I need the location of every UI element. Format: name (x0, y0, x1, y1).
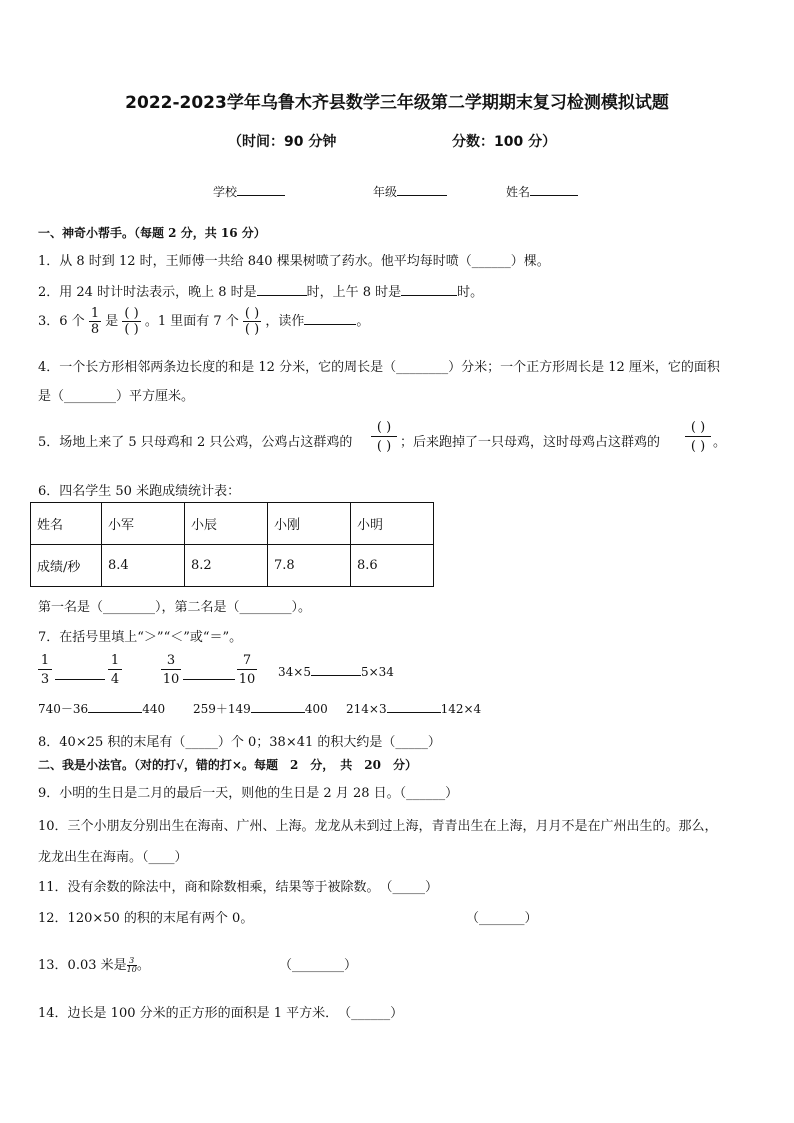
q13-text-b: 。 (136, 958, 150, 973)
name-blank[interactable] (530, 183, 578, 196)
name-label: 姓名 (506, 185, 531, 199)
question-10-line-2: 龙龙出生在海南。（____） (38, 850, 188, 865)
question-1: 1．从 8 时到 12 时，王师傅一共给 840 棵果树喷了药水。他平均每时喷（______）棵。 (38, 254, 550, 269)
q7-compare-1: 34×5 5×34 (278, 665, 394, 679)
question-3 (38, 306, 369, 337)
q12-answer-paren[interactable]: （_______） (466, 911, 538, 926)
question-12: 12．120×50 的积的末尾有两个 0。 (38, 911, 254, 926)
q5-answer-fraction-1[interactable]: ( ) ( ) (371, 419, 397, 456)
table-cell: 小军 (102, 503, 185, 545)
q3-text-d: ，读作 (265, 314, 305, 329)
q3-text-b: 是 (105, 314, 119, 329)
section2-heading: 二、我是小法官。（对的打√，错的打×。每题 2 分， 共 20 分） (38, 758, 417, 772)
grade-label: 年级 (373, 185, 398, 199)
q7-fraction-1: 1 3 (38, 652, 52, 689)
q7-compare-3: 259＋149 400 (193, 702, 328, 716)
score-table (30, 502, 434, 587)
section1-heading: 一、神奇小帮手。（每题 2 分，共 16 分） (38, 226, 266, 240)
table-cell: 小辰 (185, 503, 268, 545)
q2-text-c: 时。 (457, 285, 484, 300)
grade-blank[interactable] (397, 183, 447, 196)
q5-text-c: 。 (713, 435, 727, 450)
q3-text-c: 。1 里面有 7 个 (144, 314, 239, 329)
q2-text-a: 2．用 24 时计时法表示，晚上 8 时是 (38, 285, 257, 300)
time-info: （时间：90 分钟 (228, 134, 337, 150)
q7-compare-4: 214×3 142×4 (346, 702, 482, 716)
table-cell: 8.4 (102, 545, 185, 587)
q7-blank-5[interactable] (251, 700, 305, 713)
q3-text-a: 3．6 个 (38, 314, 85, 329)
q13-answer-paren[interactable]: （________） (279, 958, 358, 973)
q13-text-a: 13．0.03 米是 (38, 958, 127, 973)
question-7: 7．在括号里填上“＞”“＜”或“＝”。 (38, 630, 243, 645)
table-header-row (31, 503, 434, 545)
q2-blank-1[interactable] (257, 283, 307, 296)
school-blank[interactable] (237, 183, 285, 196)
question-13 (38, 954, 150, 974)
q3-answer-fraction-2[interactable]: $\frac{( )}{( )}$ (244, 306, 260, 337)
name-field (506, 183, 578, 200)
question-9: 9．小明的生日是二月的最后一天，则他的生日是 2 月 28 日。（______） (38, 786, 459, 801)
page-title: 2022-2023学年乌鲁木齐县数学三年级第二学期期末复习检测模拟试题 (125, 93, 669, 113)
table-cell: 8.6 (351, 545, 434, 587)
school-label: 学校 (213, 185, 238, 199)
q7-fraction-4: 7 10 (238, 653, 256, 687)
question-6: 6．四名学生 50 米跑成绩统计表： (38, 484, 241, 499)
q7-fraction-2: 1 4 (108, 652, 122, 689)
q5-text-a: 5．场地上来了 5 只母鸡和 2 只公鸡，公鸡占这群鸡的 (38, 435, 353, 450)
table-row (31, 545, 434, 587)
question-6-answer: 第一名是（________），第二名是（________）。 (38, 600, 312, 615)
q3-text-e: 。 (356, 314, 370, 329)
q3-answer-fraction-1[interactable]: $\frac{( )}{( )}$ (124, 306, 139, 337)
table-cell: 姓名 (31, 503, 102, 545)
question-5 (38, 431, 352, 450)
table-cell: 小明 (351, 503, 434, 545)
school-field (213, 183, 285, 200)
table-cell: 小刚 (268, 503, 351, 545)
q13-fraction: $\frac{3}{10}$ (126, 956, 137, 974)
q7-blank-2[interactable] (183, 667, 235, 680)
question-8: 8．40×25 积的末尾有（_____）个 0；38×41 的积大约是（_____） (38, 735, 441, 750)
q7-fraction-3: 3 10 (162, 653, 180, 687)
q7-blank-4[interactable] (88, 700, 142, 713)
table-cell: 7.8 (268, 545, 351, 587)
question-14: 14．边长是 100 分米的正方形的面积是 1 平方米． （______） (38, 1006, 404, 1021)
q2-blank-2[interactable] (401, 283, 457, 296)
q7-blank-6[interactable] (387, 700, 441, 713)
question-4-line-1: 4．一个长方形相邻两条边长度的和是 12 分米，它的周长是（________）分米；一个正方形周长是 12 厘米，它的面积 (38, 360, 720, 375)
question-11: 11．没有余数的除法中，商和除数相乘，结果等于被除数。 （_____） (38, 880, 439, 895)
table-cell: 8.2 (185, 545, 268, 587)
q3-fraction: $\frac{1}{8}$ (90, 306, 100, 337)
q7-compare-2: 740－36 440 (38, 702, 166, 716)
grade-field (373, 183, 447, 200)
table-cell: 成绩/秒 (31, 545, 102, 587)
question-10-line-1: 10．三个小朋友分别出生在海南、广州、上海。龙龙从未到过上海，青青出生在上海，月月不是在广州出生的。那么， (38, 819, 718, 834)
score-info: 分数：100 分） (452, 134, 557, 150)
q2-text-b: 时，上午 8 时是 (306, 285, 402, 300)
question-2 (38, 281, 483, 300)
question-4-line-2: 是（________）平方厘米。 (38, 389, 195, 404)
q5-answer-fraction-2[interactable]: ( ) ( ) (685, 419, 711, 456)
q7-blank-3[interactable] (311, 663, 361, 676)
q7-blank-1[interactable] (55, 667, 105, 680)
q3-blank[interactable] (304, 312, 356, 325)
q5-text-b: ；后来跑掉了一只母鸡，这时母鸡占这群鸡的 (400, 435, 661, 450)
